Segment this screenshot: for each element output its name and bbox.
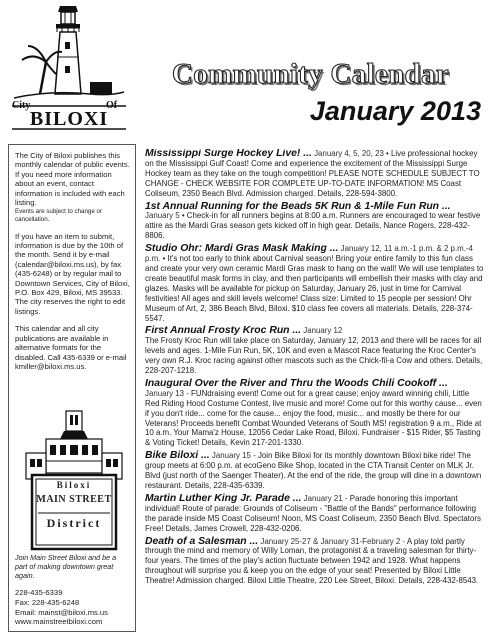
event-item (145, 379, 485, 448)
logo-biloxi-word: BILOXI (29, 108, 109, 130)
event-body: - Parade honoring this important individual! Route of parade: Grounds of Coliseum - "Battle of the Bands" performance following the parade inside MS Coast Coliseum! Noon, MS Coast Coliseum, 2350 Beach Blvd. Spectators Free! Details, James Crowell, 228-432-0206. (145, 493, 481, 533)
event-date: January 15 (211, 451, 251, 461)
main-street-website[interactable]: www.mainstreetbiloxi.com (15, 617, 103, 627)
logo-city-word: City (12, 100, 31, 111)
event-date: January 4, 5, 20, 23 (314, 149, 384, 158)
sidebar-submit-info: If you have an item to submit, information is due by the 10th of the month. Send it by e-mail (calendar@biloxi.ms.us), by fax (435-6248) or by regular mail to Downtown Services, City of Biloxi, P.O. Box 429, Biloxi, MS 39533. The city reserves the right to edit listings. (15, 231, 130, 316)
main-street-logo-line1: Biloxi (56, 480, 92, 491)
main-street-email[interactable]: Email: mainst@biloxi.ms.us (15, 607, 108, 617)
event-item (145, 537, 485, 587)
main-street-caption: Join Main Street Biloxi and be a part of making downtown great again. (15, 553, 117, 581)
main-street-phone: 228-435-6339 (15, 588, 63, 598)
sidebar-intro-note: Events are subject to change or cancellation. (15, 208, 103, 224)
event-title: Mississippi Surge Hockey Live! ... (145, 149, 312, 159)
event-date: January 12, 11 a.m.-1 p.m. & 2 p.m.-4 p.m. (145, 244, 473, 264)
event-title: Studio Ohr: Mardi Gras Mask Making ... (145, 243, 339, 255)
event-item (145, 494, 485, 534)
sidebar-intro: The City of Biloxi publishes this monthly calendar of public events. If you need more information about an event, contact information is included with each listing. (15, 151, 130, 208)
main-street-logo-line3: District (46, 516, 102, 531)
event-title: Martin Luther King Jr. Parade ... (145, 492, 302, 504)
page-title: Community Calendar (172, 58, 449, 90)
event-date: January 25-27 & January 31-February 2 (260, 536, 401, 546)
event-body: • Check-in for all runners begins at 8:00 a.m. Runners are encouraged to wear festive attire as the Mardi Gras season gets kicked off in high gear. Details, Nance Rogers, 228-432-8806. (145, 211, 481, 241)
event-body: - FUNdraising event! Come out for a great cause; enjoy award winning chili, Little Red Riding Hood Costume Contest, live music and more! Come out for this worthy cause... even if you don't ride... come for the cause... enjoy the food, music... and mostly be there for our Veterans! Proceeds benefit Combat Wounded Veterans of South MS! registration 9 a.m., Ride at 10 a.m. Your Mama'z House, 12056 Cedar Lake Road, Biloxi. Fundraiser - $15 Rider, $5 Tasting & Voting Ticket! Details, Kevin 217-201-1330. (145, 388, 482, 448)
main-street-logo-line2: MAIN STREET (36, 494, 112, 506)
sidebar-alt-formats: This calendar and all city publications are available in alternative formats for the disabled. Call 435-6339 or e-mail kmiller@biloxi.ms.us. (15, 324, 127, 371)
event-item (145, 451, 485, 491)
info-sidebar (8, 144, 136, 632)
event-title: Death of a Salesman ... (145, 535, 259, 547)
event-body: The Frosty Kroc Run will take place on Saturday, January 12, 2013 and there will be races for all levels and ages. 1-Mile Fun Run, 5K, 10K and even a Mascot Race featuring the Kroc Center's very own R.J. Kroc racing against other mascots such as the Chick-fil-a Cow and others. Details, 228-207-1218. (145, 336, 483, 376)
event-body: · A play told partly through the mind and memory of Willy Loman, the protagonist & a traveling salesman for thirty-four years. The times of the play's action fluctuate between 1942 and 1928. What happens throughout will surprise you & keep you on the edge of your seat! Presented by Biloxi Little Theatre! Admission charged. Biloxi Little Theatre, 220 Lee Street, Biloxi. Details, 228-432-8543. (145, 536, 479, 586)
event-title: Bike Biloxi ... (145, 450, 210, 462)
event-title: 1st Annual Running for the Beads 5K Run & 1-Mile Fun Run ... (145, 200, 451, 212)
event-body: • Live professional hockey on the Mississippi Gulf Coast! Come and experience the excitement of the Mississippi Surge Hockey team as they take on the tough competition! PLEASE NOTE SCHEDULE SUBJECT TO CHANGE - CHECK WEBSITE FOR COMPLETE UP-TO-DATE INFORMATION! MS Coast Coliseum, 2350 Beach Blvd. Admission charged. Details, 228-594-3800. (145, 149, 480, 198)
event-date: January 12 (303, 326, 343, 336)
main-street-biloxi-logo (18, 409, 130, 553)
event-date: January 5 (145, 211, 180, 221)
event-item (145, 244, 485, 323)
event-item (145, 202, 485, 242)
event-date: January 13 (145, 388, 185, 398)
main-street-contact (15, 588, 130, 626)
event-item (145, 326, 485, 376)
events-list (145, 149, 485, 635)
main-street-fax: Fax: 228-435-6248 (15, 597, 80, 607)
logo-of-word: Of (106, 100, 118, 111)
event-body: • It's not too early to think about Carnival season! Bring your entire family to this fun class and create your very own ceramic Mardi Gras mask to hang on the wall! We will use templates to create beautiful mask forms in clay, and then participants will embellish their masks with clay and glazes. Masks will be available for pickup on Saturday, January 26, just in time for Carnival festivities! All ages and skill levels welcome! Class size: Limited to 15 people per session! Ohr Museum of Art, 2, 386 Beach Blvd, Biloxi. $10 class fee covers all materials. Details, 228-374-5547. (145, 254, 484, 323)
event-item (145, 149, 485, 199)
event-title: First Annual Frosty Kroc Run ... (145, 325, 302, 337)
page-subtitle: January 2013 (309, 96, 481, 126)
event-body: - Join Bike Biloxi for its monthly downtown Biloxi bike ride! The group meets at 6:00 p.m. at ecoGeno Bike Shop, located in the CTA Transit Center on MLK Jr. Blvd (just north of the Saenger Theater). At the end of the ride, the group will dine in a downtown restaurant. Details, 228-435-6339. (145, 451, 482, 490)
city-of-biloxi-logo (10, 2, 128, 132)
event-date: January 21 (303, 493, 343, 503)
event-title: Inaugural Over the River and Thru the Woods Chili Cookoff ... (145, 377, 448, 389)
